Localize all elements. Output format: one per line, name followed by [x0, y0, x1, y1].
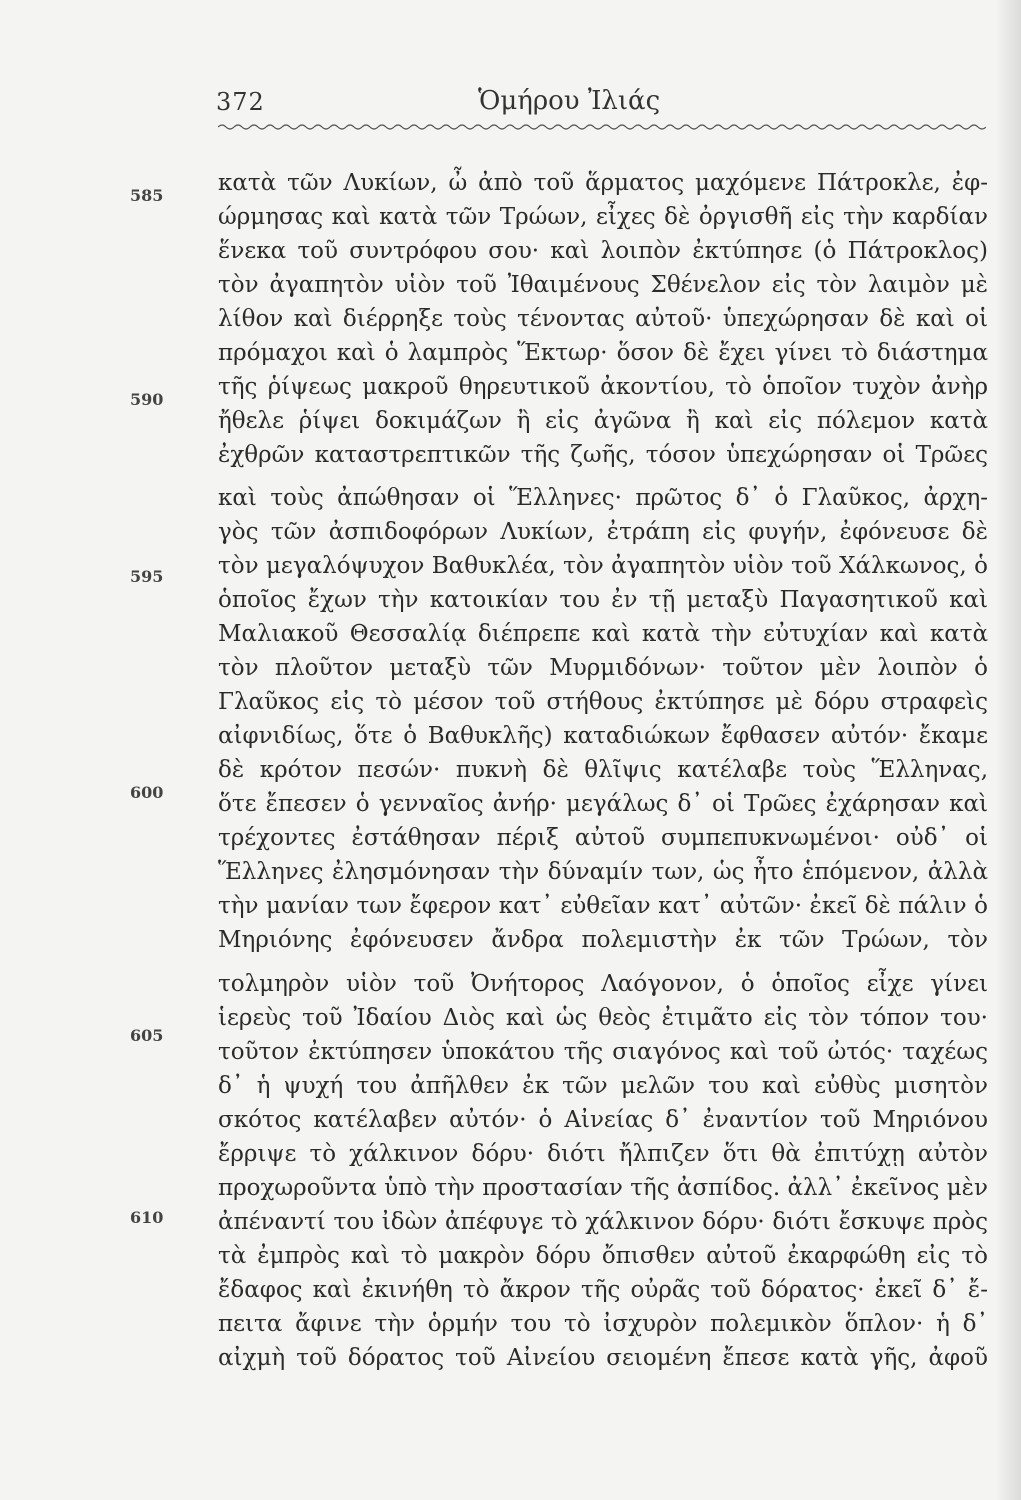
page-edge-shadow [995, 0, 1021, 1500]
text-line: τὰ ἐμπρὸς καὶ τὸ μακρὸν δόρυ ὄπισθεν αὐτοῦ ἐκαρφώθη εἰς τὸ [218, 1243, 988, 1269]
text-line: λίθον καὶ διέρρηξε τοὺς τένοντας αὐτοῦ· ὑπεχώρησαν δὲ καὶ οἱ [218, 306, 988, 332]
text-line: ἤθελε ῥίψει δοκιμάζων ἢ εἰς ἀγῶνα ἢ καὶ εἰς πόλεμον κατὰ [218, 408, 988, 434]
text-line: ἔρριψε τὸ χάλκινον δόρυ· διότι ἤλπιζεν ὅτι θὰ ἐπιτύχῃ αὐτὸν [218, 1141, 988, 1167]
margin-line-number: 595 [130, 567, 164, 586]
text-line: καὶ τοὺς ἀπώθησαν οἱ Ἕλληνες· πρῶτος δ᾽ ὁ Γλαῦκος, ἀρχη- [218, 485, 988, 511]
text-line: κατὰ τῶν Λυκίων, ὦ ἀπὸ τοῦ ἅρματος μαχόμενε Πάτροκλε, ἐφ- [218, 170, 988, 196]
margin-line-number: 585 [130, 186, 164, 205]
text-line: τολμηρὸν υἱὸν τοῦ Ὀνήτορος Λαόγονον, ὁ ὁποῖος εἶχε γίνει [218, 971, 988, 997]
text-line: δ᾽ ἡ ψυχή του ἀπῆλθεν ἐκ τῶν μελῶν του καὶ εὐθὺς μισητὸν [218, 1073, 988, 1099]
page-header [0, 82, 1021, 122]
text-line: ώρμησας καὶ κατὰ τῶν Τρώων, εἶχες δὲ ὀργισθῆ εἰς τὴν καρδίαν [218, 204, 988, 230]
decorative-wavy-rule [218, 122, 986, 132]
text-line: ἔδαφος καὶ ἐκινήθη τὸ ἄκρον τῆς οὐρᾶς τοῦ δόρατος· ἐκεῖ δ᾽ ἔ- [218, 1277, 988, 1303]
text-line: ἐχθρῶν καταστρεπτικῶν τῆς ζωῆς, τόσον ὑπεχώρησαν οἱ Τρῶες [218, 442, 988, 468]
text-line: γὸς τῶν ἀσπιδοφόρων Λυκίων, ἐτράπη εἰς φυγήν, ἐφόνευσε δὲ [218, 519, 988, 545]
text-line: τῆς ῥίψεως μακροῦ θηρευτικοῦ ἀκοντίου, τὸ ὁποῖον τυχὸν ἀνὴρ [218, 374, 988, 400]
text-line: ὅτε ἔπεσεν ὁ γενναῖος ἀνήρ· μεγάλως δ᾽ οἱ Τρῶες ἐχάρησαν καὶ [218, 791, 988, 817]
margin-line-number: 610 [130, 1208, 164, 1227]
text-line: ἀπέναντί του ἰδὼν ἀπέφυγε τὸ χάλκινον δόρυ· διότι ἔσκυψε πρὸς [218, 1209, 988, 1235]
text-line: πρόμαχοι καὶ ὁ λαμπρὸς Ἕκτωρ· ὅσον δὲ ἔχει γίνει τὸ διάστημα [218, 340, 988, 366]
text-line: Ἕλληνες ἐλησμόνησαν τὴν δύναμίν των, ὡς ἦτο ἑπόμενον, ἀλλὰ [218, 859, 988, 885]
text-line: Γλαῦκος εἰς τὸ μέσον τοῦ στήθους ἐκτύπησε μὲ δόρυ στραφεὶς [218, 689, 988, 715]
text-line: Μαλιακοῦ Θεσσαλίᾳ διέπρεπε καὶ κατὰ τὴν εὐτυχίαν καὶ κατὰ [218, 621, 988, 647]
text-line: τὴν μανίαν των ἔφερον κατ᾽ εὐθεῖαν κατ᾽ αὐτῶν· ἐκεῖ δὲ πάλιν ὁ [218, 893, 988, 919]
text-line: Μηριόνης ἐφόνευσεν ἄνδρα πολεμιστὴν ἐκ τῶν Τρώων, τὸν [218, 927, 988, 953]
text-line: ὁποῖος ἔχων τὴν κατοικίαν του ἐν τῇ μεταξὺ Παγασητικοῦ καὶ [218, 587, 988, 613]
text-line: ἕνεκα τοῦ συντρόφου σου· καὶ λοιπὸν ἐκτύπησε (ὁ Πάτροκλος) [218, 238, 988, 264]
text-line: τρέχοντες ἐστάθησαν πέριξ αὐτοῦ συμπεπυκνωμένοι· οὐδ᾽ οἱ [218, 825, 988, 851]
text-line: πειτα ἄφινε τὴν ὁρμήν του τὸ ἰσχυρὸν πολεμικὸν ὅπλον· ἡ δ᾽ [218, 1311, 988, 1337]
page-number: 372 [216, 88, 265, 116]
text-line: τὸν πλοῦτον μεταξὺ τῶν Μυρμιδόνων· τοῦτον μὲν λοιπὸν ὁ [218, 655, 988, 681]
text-line: αἰχμὴ τοῦ δόρατος τοῦ Αἰνείου σειομένη ἔπεσε κατὰ γῆς, ἀφοῦ [218, 1345, 988, 1371]
text-line: τὸν μεγαλόψυχον Βαθυκλέα, τὸν ἀγαπητὸν υἱὸν τοῦ Χάλκωνος, ὁ [218, 553, 988, 579]
text-line: αἰφνιδίως, ὅτε ὁ Βαθυκλῆς) καταδιώκων ἔφθασεν αὐτόν· ἔκαμε [218, 723, 988, 749]
margin-line-number: 600 [130, 783, 164, 802]
text-line: ἱερεὺς τοῦ Ἰδαίου Διὸς καὶ ὡς θεὸς ἐτιμᾶτο εἰς τὸν τόπον του· [218, 1005, 988, 1031]
margin-line-number: 605 [130, 1026, 164, 1045]
text-line: προχωροῦντα ὑπὸ τὴν προστασίαν τῆς ἀσπίδος. ἀλλ᾽ ἐκεῖνος μὲν [218, 1175, 988, 1201]
margin-line-number: 590 [130, 390, 164, 409]
text-line: σκότος κατέλαβεν αὐτόν· ὁ Αἰνείας δ᾽ ἐναντίον τοῦ Μηριόνου [218, 1107, 988, 1133]
text-line: δὲ κρότον πεσών· πυκνὴ δὲ θλῖψις κατέλαβε τοὺς Ἕλληνας, [218, 757, 988, 783]
running-title: Ὁμήρου Ἰλιάς [478, 86, 661, 116]
text-line: τοῦτον ἐκτύπησεν ὑποκάτου τῆς σιαγόνος καὶ τοῦ ὠτός· ταχέως [218, 1039, 988, 1065]
text-line: τὸν ἀγαπητὸν υἱὸν τοῦ Ἰθαιμένους Σθένελον εἰς τὸν λαιμὸν μὲ [218, 272, 988, 298]
